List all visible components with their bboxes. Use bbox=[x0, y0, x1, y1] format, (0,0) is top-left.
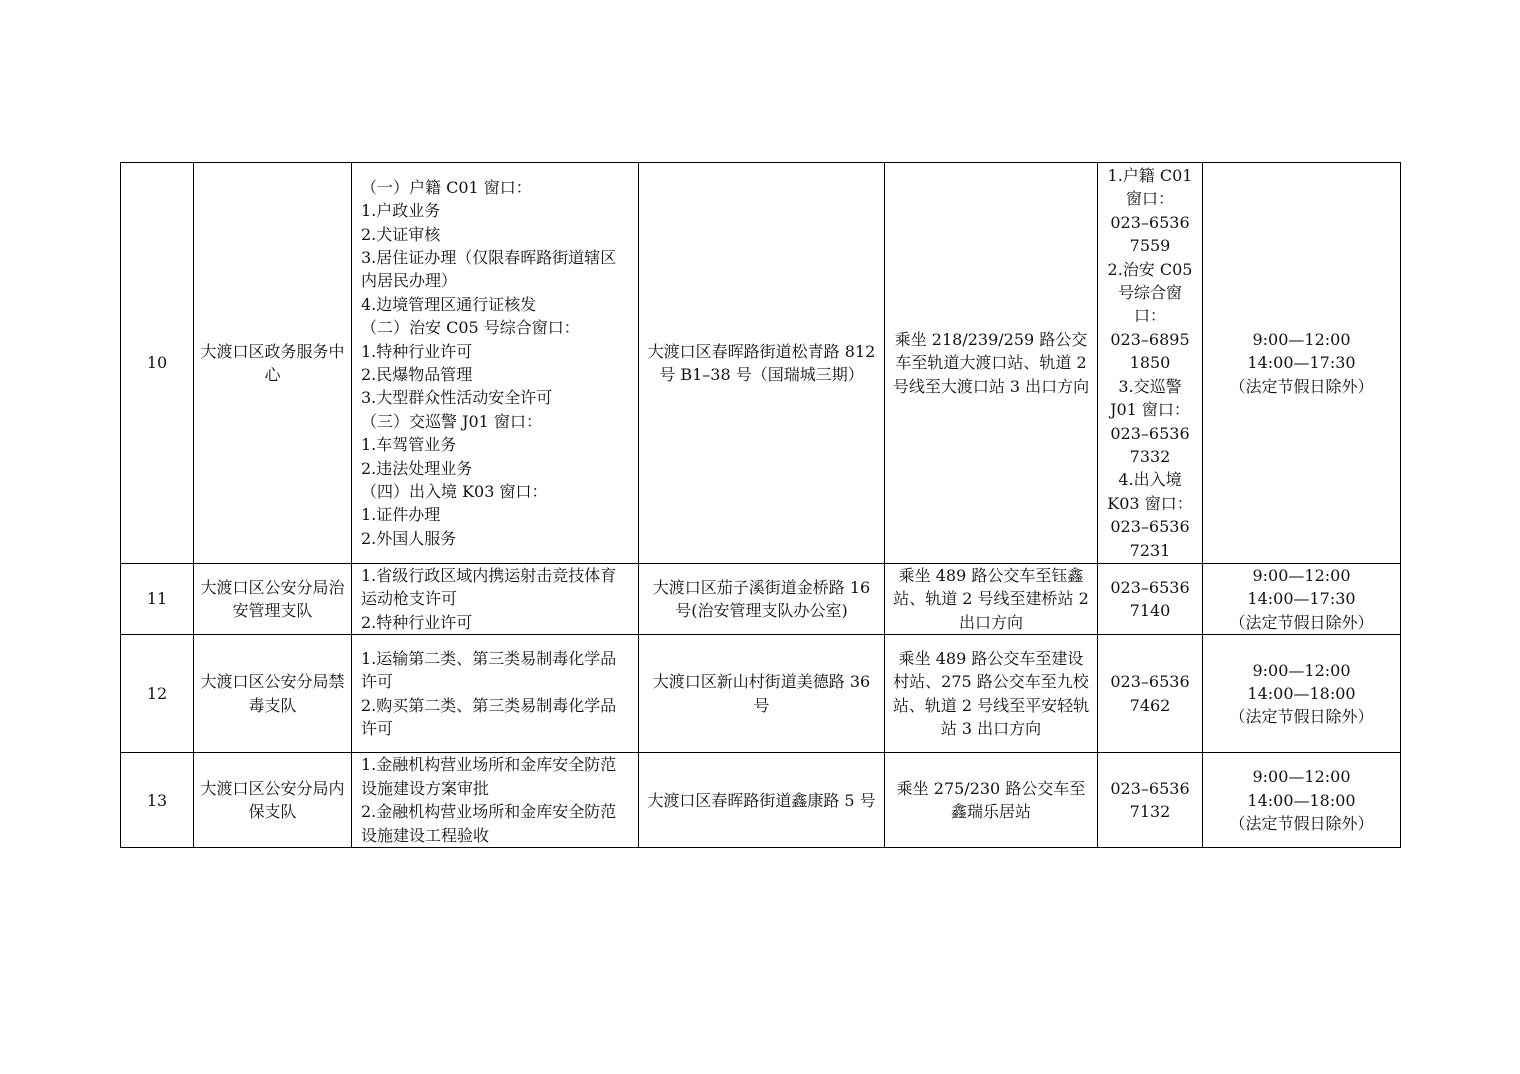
item-line: 1.运输第二类、第三类易制毒化学品许可 bbox=[361, 648, 617, 692]
hours-morning: 9:00—12:00 bbox=[1252, 566, 1351, 585]
hours-morning: 9:00—12:00 bbox=[1252, 660, 1351, 680]
contact-phone bbox=[1098, 753, 1203, 848]
phone-line: 1.户籍 C01 bbox=[1107, 166, 1193, 186]
hours-note: （法定节假日除外） bbox=[1229, 707, 1374, 727]
phone-line: 023–6536 bbox=[1110, 423, 1190, 443]
phone-line: 023–6895 bbox=[1110, 329, 1190, 349]
item-line: 1.户政业务 bbox=[361, 201, 441, 221]
phone-line: 023–6536 bbox=[1110, 672, 1190, 692]
item-line: 1.特种行业许可 bbox=[361, 341, 473, 361]
hours-note: （法定节假日除外） bbox=[1229, 813, 1374, 833]
business-items bbox=[352, 163, 639, 564]
office-address: 大渡口区春晖路街道松青路 812 号 B1–38 号（国瑞城三期） bbox=[639, 163, 885, 564]
unit-name: 大渡口区政务服务中心 bbox=[194, 163, 352, 564]
phone-line: 3.交巡警 bbox=[1118, 376, 1182, 396]
transit-route: 乘坐 489 路公交车至建设村站、275 路公交车至九校站、轨道 2 号线至平安轻轨站 3 出口方向 bbox=[885, 635, 1098, 753]
phone-line: 7332 bbox=[1129, 446, 1171, 466]
item-line: 2.购买第二类、第三类易制毒化学品许可 bbox=[361, 695, 617, 739]
phone-line: 7462 bbox=[1129, 695, 1171, 715]
contact-phone bbox=[1098, 564, 1203, 635]
table-row bbox=[121, 635, 1401, 753]
phone-line: 1850 bbox=[1129, 353, 1171, 373]
phone-line: 7231 bbox=[1129, 540, 1171, 560]
contact-phone bbox=[1098, 635, 1203, 753]
row-number: 11 bbox=[121, 564, 194, 635]
phone-line: 023–6536 bbox=[1110, 517, 1190, 537]
business-items bbox=[352, 635, 639, 753]
office-hours bbox=[1203, 753, 1401, 848]
office-address: 大渡口区新山村街道美德路 36 号 bbox=[639, 635, 885, 753]
row-number: 12 bbox=[121, 635, 194, 753]
office-hours bbox=[1203, 163, 1401, 564]
table-row bbox=[121, 163, 1401, 564]
hours-afternoon: 14:00—18:00 bbox=[1247, 684, 1356, 704]
transit-route: 乘坐 489 路公交车至钰鑫站、轨道 2 号线至建桥站 2 出口方向 bbox=[885, 564, 1098, 635]
item-line: 2.犬证审核 bbox=[361, 224, 441, 244]
hours-note: （法定节假日除外） bbox=[1229, 376, 1374, 396]
phone-line: J01 窗口： bbox=[1110, 400, 1190, 420]
item-line: 1.证件办理 bbox=[361, 505, 441, 525]
phone-line: K03 窗口： bbox=[1107, 493, 1193, 513]
phone-line: 号综合窗 bbox=[1117, 283, 1182, 303]
hours-afternoon: 14:00—17:30 bbox=[1247, 589, 1356, 609]
row-number: 10 bbox=[121, 163, 194, 564]
table-row bbox=[121, 564, 1401, 635]
hours-afternoon: 14:00—18:00 bbox=[1247, 790, 1356, 810]
phone-line: 023–6536 bbox=[1110, 212, 1190, 232]
item-line: 3.居住证办理（仅限春晖路街道辖区内居民办理） bbox=[361, 247, 617, 291]
item-line: 3.大型群众性活动安全许可 bbox=[361, 388, 553, 408]
item-line: 1.金融机构营业场所和金库安全防范设施建设方案审批 bbox=[361, 755, 617, 798]
business-items bbox=[352, 564, 639, 635]
transit-route: 乘坐 218/239/259 路公交车至轨道大渡口站、轨道 2 号线至大渡口站 3 出口方向 bbox=[885, 163, 1098, 564]
item-line: （一）户籍 C01 窗口： bbox=[361, 177, 532, 197]
phone-line: 7132 bbox=[1129, 802, 1171, 822]
hours-afternoon: 14:00—17:30 bbox=[1247, 353, 1356, 373]
unit-name: 大渡口区公安分局治安管理支队 bbox=[194, 564, 352, 635]
business-items bbox=[352, 753, 639, 848]
contact-phone bbox=[1098, 163, 1203, 564]
hours-note: （法定节假日除外） bbox=[1229, 612, 1374, 632]
item-line: 2.违法处理业务 bbox=[361, 458, 473, 478]
phone-line: 7140 bbox=[1129, 601, 1171, 621]
office-hours bbox=[1203, 635, 1401, 753]
unit-name: 大渡口区公安分局禁毒支队 bbox=[194, 635, 352, 753]
transit-route: 乘坐 275/230 路公交车至鑫瑞乐居站 bbox=[885, 753, 1098, 848]
hours-morning: 9:00—12:00 bbox=[1252, 767, 1351, 787]
phone-line: 2.治安 C05 bbox=[1107, 259, 1193, 279]
service-window-table bbox=[120, 162, 1401, 848]
hours-morning: 9:00—12:00 bbox=[1252, 329, 1351, 349]
phone-line: 口： bbox=[1133, 306, 1166, 326]
item-line: 2.民爆物品管理 bbox=[361, 365, 473, 384]
phone-line: 023–6536 bbox=[1110, 577, 1190, 597]
phone-line: 窗口： bbox=[1125, 189, 1174, 209]
row-number: 13 bbox=[121, 753, 194, 848]
phone-line: 7559 bbox=[1129, 236, 1171, 256]
item-line: （四）出入境 K03 窗口： bbox=[361, 482, 548, 502]
item-line: 4.边境管理区通行证核发 bbox=[361, 294, 537, 314]
office-address: 大渡口区茄子溪街道金桥路 16 号(治安管理支队办公室) bbox=[639, 564, 885, 635]
table-row bbox=[121, 753, 1401, 848]
phone-line: 4.出入境 bbox=[1118, 470, 1182, 490]
unit-name: 大渡口区公安分局内保支队 bbox=[194, 753, 352, 848]
office-address: 大渡口区春晖路街道鑫康路 5 号 bbox=[639, 753, 885, 848]
office-hours bbox=[1203, 564, 1401, 635]
item-line: （二）治安 C05 号综合窗口： bbox=[361, 318, 580, 338]
item-line: 1.省级行政区域内携运射击竞技体育运动枪支许可 bbox=[361, 566, 617, 609]
item-line: 2.金融机构营业场所和金库安全防范设施建设工程验收 bbox=[361, 802, 617, 845]
item-line: （三）交巡警 J01 窗口： bbox=[361, 411, 542, 431]
item-line: 2.特种行业许可 bbox=[361, 612, 473, 632]
item-line: 2.外国人服务 bbox=[361, 528, 457, 548]
item-line: 1.车驾管业务 bbox=[361, 435, 457, 455]
phone-line: 023–6536 bbox=[1110, 778, 1190, 798]
